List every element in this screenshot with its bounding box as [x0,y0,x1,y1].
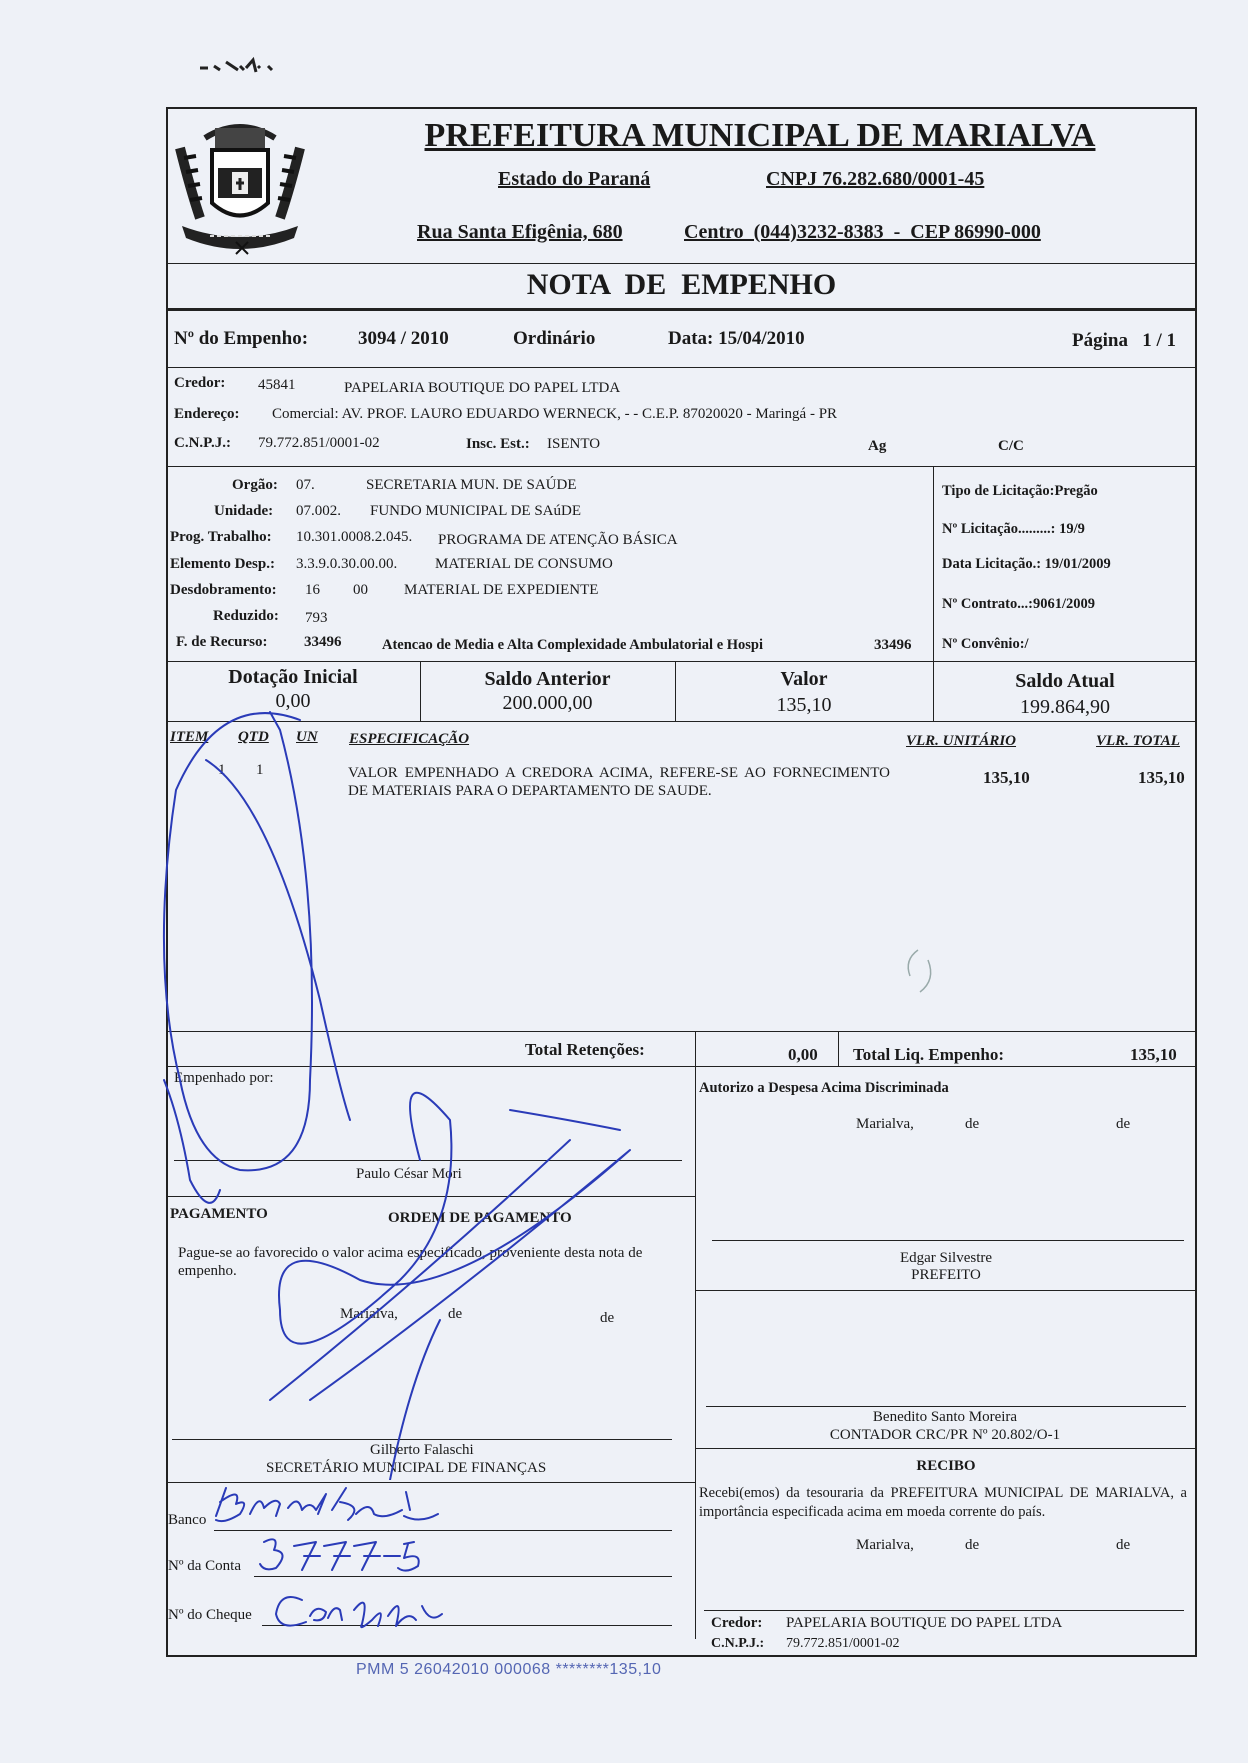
saldo-anterior-value: 200.000,00 [502,692,593,714]
desdobramento-name: MATERIAL DE EXPEDIENTE [404,582,599,598]
recibo-city: Marialva, [856,1537,914,1553]
coat-of-arms-logo [170,108,310,258]
cheque-handwriting [266,1580,466,1640]
header-address: Rua Santa Efigênia, 680 [417,221,623,243]
signature-scribble [150,700,690,1480]
prog-name: PROGRAMA DE ATENÇÃO BÁSICA [438,532,678,548]
recibo-label: RECIBO [916,1458,976,1474]
page-title: PREFEITURA MUNICIPAL DE MARIALVA [424,117,1096,154]
elemento-label: Elemento Desp.: [170,556,275,572]
page-number: Página 1 / 1 [1072,330,1176,351]
insc-label: Insc. Est.: [466,436,530,452]
pagamento-de-2: de [600,1310,615,1326]
licitacao-tipo: Tipo de Licitação:Pregão [942,483,1098,499]
pagamento-text: Pague-se ao favorecido o valor acima especificado, proveniente desta nota de empenho. [178,1245,643,1279]
agency-label: Ag [868,438,887,454]
account-label: C/C [998,438,1024,454]
recibo-cnpj-label: C.N.P.J.: [711,1636,765,1651]
dotacao-label: Dotação Inicial [228,666,358,688]
item-number: 1 [218,762,226,778]
conta-handwriting [254,1530,454,1580]
empenho-date: Data: 15/04/2010 [668,328,805,349]
prefeito-role: PREFEITO [911,1267,981,1283]
credor-code: 45841 [258,377,296,393]
empenhado-name: Paulo César Mori [356,1166,462,1182]
unidade-name: FUNDO MUNICIPAL DE SAúDE [370,503,581,519]
col-item: ITEM [170,729,209,745]
address-label: Endereço: [174,406,240,422]
autorizo-de-2: de [1116,1116,1131,1132]
orgao-label: Orgão: [232,477,278,493]
orgao-name: SECRETARIA MUN. DE SAÚDE [366,477,577,493]
retencoes-label: Total Retenções: [525,1040,645,1059]
saldo-atual-label: Saldo Atual [1015,670,1115,692]
secretario-name: Gilberto Falaschi [370,1442,474,1458]
header-contact: Centro (044)3232-8383 - CEP 86990-000 [684,221,1041,243]
liquido-value: 135,10 [1130,1045,1177,1064]
scan-mark [198,48,288,76]
prog-code: 10.301.0008.2.045. [296,529,413,545]
item-unit-value: 135,10 [983,768,1030,787]
retencoes-value: 0,00 [788,1045,818,1064]
recibo-de-1: de [965,1537,980,1553]
desdobramento-label: Desdobramento: [170,582,277,598]
recibo-cnpj: 79.772.851/0001-02 [786,1636,900,1651]
recibo-text: Recebi(emos) da tesouraria da PREFEITURA MUNICIPAL DE MARIALVA, a importância especificada acima em moeda corrente do país. [699,1485,1187,1520]
col-un: UN [296,729,318,745]
elemento-name: MATERIAL DE CONSUMO [435,556,613,572]
contador-role: CONTADOR CRC/PR Nº 20.802/O-1 [829,1427,1061,1443]
item-qtd: 1 [256,762,264,778]
empenho-type: Ordinário [513,328,596,349]
col-qtd: QTD [238,729,269,745]
autorizo-city: Marialva, [856,1116,914,1132]
faint-mark [898,940,948,1000]
reduzido-value: 793 [305,610,328,626]
recibo-credor: PAPELARIA BOUTIQUE DO PAPEL LTDA [786,1615,1063,1631]
recurso-name: Atencao de Media e Alta Complexidade Ambulatorial e Hospi [382,637,764,653]
saldo-anterior-label: Saldo Anterior [484,668,611,690]
cnpj-label: C.N.P.J.: [174,435,231,451]
credor-label: Credor: [174,375,226,391]
item-total-value: 135,10 [1138,768,1185,787]
elemento-code: 3.3.9.0.30.00.00. [296,556,398,572]
col-vlr-total: VLR. TOTAL [1096,733,1180,749]
saldo-atual-value: 199.864,90 [1020,696,1110,718]
licitacao-data: Data Licitação.: 19/01/2009 [942,556,1111,572]
bank-stamp: PMM 5 26042010 000068 ********135,10 [356,1661,662,1678]
empenho-number: 3094 / 2010 [358,328,449,349]
recurso-label: F. de Recurso: [176,634,268,650]
document-title: NOTA DE EMPENHO [526,268,837,301]
recurso-code-2: 33496 [874,637,912,653]
secretario-role: SECRETÁRIO MUNICIPAL DE FINANÇAS [266,1460,547,1476]
empenho-label: Nº do Empenho: [174,328,309,349]
unidade-code: 07.002. [296,503,341,519]
banco-handwriting [206,1480,446,1536]
empenhado-label: Empenhado por: [174,1070,274,1086]
recurso-code: 33496 [304,634,342,650]
item-description: VALOR EMPENHADO A CREDORA ACIMA, REFERE-SE AO FORNECIMENTO DE MATERIAIS PARA O DEPARTAMENTO DE SAUDE. [348,765,890,799]
header-cnpj: CNPJ 76.282.680/0001-45 [766,168,985,190]
orgao-code: 07. [296,477,315,493]
pagamento-label: PAGAMENTO [170,1206,268,1222]
desdobramento-b: 00 [353,582,368,598]
dotacao-value: 0,00 [275,690,311,712]
credor-cnpj: 79.772.851/0001-02 [258,435,380,451]
pagamento-de-1: de [448,1306,463,1322]
conta-label: Nº da Conta [168,1558,241,1574]
reduzido-label: Reduzido: [213,608,279,624]
ordem-pagamento-label: ORDEM DE PAGAMENTO [388,1210,572,1226]
unidade-label: Unidade: [214,503,274,519]
prog-label: Prog. Trabalho: [170,529,272,545]
banco-label: Banco [168,1512,207,1528]
recibo-credor-label: Credor: [711,1615,763,1631]
desdobramento-a: 16 [305,582,320,598]
autorizo-label: Autorizo a Despesa Acima Discriminada [699,1080,949,1096]
credor-name: PAPELARIA BOUTIQUE DO PAPEL LTDA [344,380,621,396]
state-name: Estado do Paraná [498,168,651,190]
convenio-numero: Nº Convênio:/ [942,636,1029,652]
recibo-de-2: de [1116,1537,1131,1553]
contador-name: Benedito Santo Moreira [872,1409,1018,1425]
contrato-numero: Nº Contrato...:9061/2009 [942,596,1095,612]
cheque-label: Nº do Cheque [168,1607,252,1623]
insc-value: ISENTO [547,436,601,452]
col-vlr-unitario: VLR. UNITÁRIO [906,733,1017,749]
prefeito-name: Edgar Silvestre [899,1250,993,1266]
valor-label: Valor [780,668,828,690]
liquido-label: Total Liq. Empenho: [853,1045,1004,1064]
valor-value: 135,10 [776,694,832,716]
credor-address: Comercial: AV. PROF. LAURO EDUARDO WERNECK, - - C.E.P. 87020020 - Maringá - PR [272,406,838,422]
licitacao-numero: Nº Licitação.........: 19/9 [942,521,1085,537]
pagamento-city: Marialva, [340,1306,398,1322]
col-especificacao: ESPECIFICAÇÃO [349,731,470,747]
autorizo-de-1: de [965,1116,980,1132]
